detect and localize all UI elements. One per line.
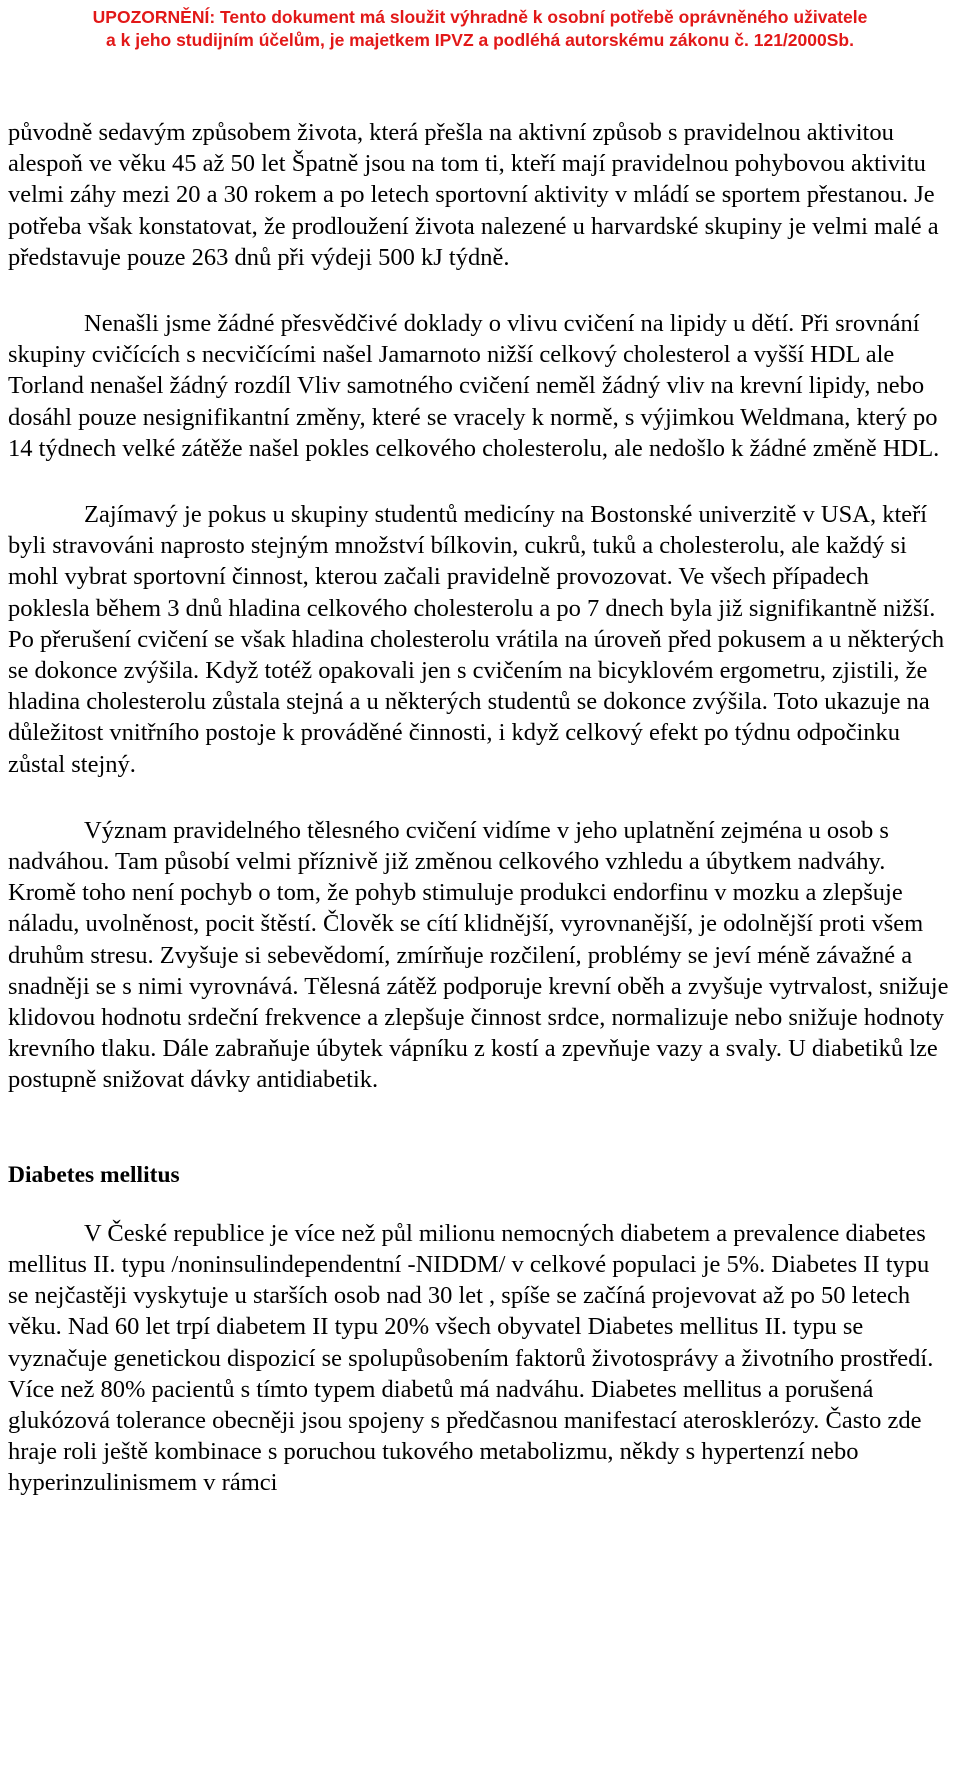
section-heading-diabetes: Diabetes mellitus xyxy=(8,1161,180,1188)
paragraph-boston-student-study: Zajímavý je pokus u skupiny studentů medicíny na Bostonské univerzitě v USA, kteří byli stravováni naprosto stejným množství bílkovin, cukrů, tuků a cholesterolu, ale každý si mohl vybrat sportovní činnost, kterou začali pravidelně provozovat. Ve všech případech poklesla během 3 dnů hladina celkového cholesterolu a po 7 dnech byla již signifikantně nižší. Po přerušení cvičení se však hladina cholesterolu vrátila na úroveň před pokusem a u některých se dokonce zvýšila. Když totéž opakovali jen s cvičením na bicyklovém ergometru, zjistili, že hladina cholesterolu zůstala stejná a u některých studentů se dokonce zvýšila. Toto ukazuje na důležitost vnitřního postoje k prováděné činnosti, i když celkový efekt po týdnu odpočinku zůstal stejný. xyxy=(8,501,945,778)
copyright-warning-line-2: a k jeho studijním účelům, je majetkem IPVZ a podléhá autorskému zákonu č. 121/2000Sb. xyxy=(106,30,854,50)
paragraph-lifestyle-activity: původně sedavým způsobem života, která přešla na aktivní způsob s pravidelnou aktivitou alespoň ve věku 45 až 50 let Špatně jsou na tom ti, kteří mají pravidelnou pohybovou aktivitu velmi záhy mezi 20 a 30 rokem a po letech sportovní aktivity v mládí se sportem přestanou. Je potřeba však konstatovat, že prodloužení života nalezené u harvardské skupiny je velmi malé a představuje pouze 263 dnů při výdeji 500 kJ týdně. xyxy=(8,119,939,271)
copyright-warning-line-1: UPOZORNĚNÍ: Tento dokument má sloužit výhradně k osobní potřebě oprávněného uživatele xyxy=(92,7,868,27)
paragraph-exercise-benefits: Význam pravidelného tělesného cvičení vidíme v jeho uplatnění zejména u osob s nadváhou. Tam působí velmi příznivě již změnou celkového vzhledu a úbytkem nadváhy. Kromě toho není pochyb o tom, že pohyb stimuluje produkci endorfinu v mozku a zlepšuje náladu, uvolněnost, pocit štěstí. Člověk se cítí klidnější, vyrovnanější, je odolnější proti všem druhům stresu. Zvyšuje si sebevědomí, zmírňuje rozčilení, problémy se jeví méně závažné a snadněji se s nimi vyrovnává. Tělesná zátěž podporuje krevní oběh a zvyšuje vytrvalost, snižuje klidovou hodnotu srdeční frekvence a zlepšuje činnost srdce, normalizuje nebo snižuje hodnoty krevního tlaku. Dále zabraňuje úbytek vápníku z kostí a zpevňuje vazy a svaly. U diabetiků lze postupně snižovat dávky antidiabetik. xyxy=(8,816,949,1094)
paragraph-diabetes-prevalence: V České republice je více než půl milionu nemocných diabetem a prevalence diabetes mellitus II. typu /noninsulindependentní -NIDDM/ v celkové populaci je 5%. Diabetes II typu se nejčastěji vyskytuje u starších osob nad 30 let , spíše se začíná projevovat až po 50 letech věku. Nad 60 let trpí diabetem II typu 20% všech obyvatel Diabetes mellitus II. typu se vyznačuje genetickou dispozicí se spolupůsobením faktorů životosprávy a životního prostředí. Více než 80% pacientů s tímto typem diabetů má nadváhu. Diabetes mellitus a porušená glukózová tolerance obecněji jsou spojeny s předčasnou manifestací aterosklerózy. Často zde hraje roli ještě kombinace s poruchou tukového metabolizmu, někdy s hypertenzí nebo hyperinzulinismem v rámci xyxy=(8,1219,934,1497)
paragraph-exercise-lipids-children: Nenašli jsme žádné přesvědčivé doklady o vlivu cvičení na lipidy u dětí. Při srovnání skupiny cvičících s necvičícími našel Jamarnoto nižší celkový cholesterol a vyšší HDL ale Torland nenašel žádný rozdíl Vliv samotného cvičení neměl žádný vliv na krevní lipidy, nebo dosáhl pouze nesignifikantní změny, které se vracely k normě, s výjimkou Weldmana, který po 14 týdnech velké zátěže našel pokles celkového cholesterolu, ale nedošlo k žádné změně HDL. xyxy=(8,310,940,462)
document-body xyxy=(8,117,952,1499)
copyright-warning xyxy=(8,6,952,52)
